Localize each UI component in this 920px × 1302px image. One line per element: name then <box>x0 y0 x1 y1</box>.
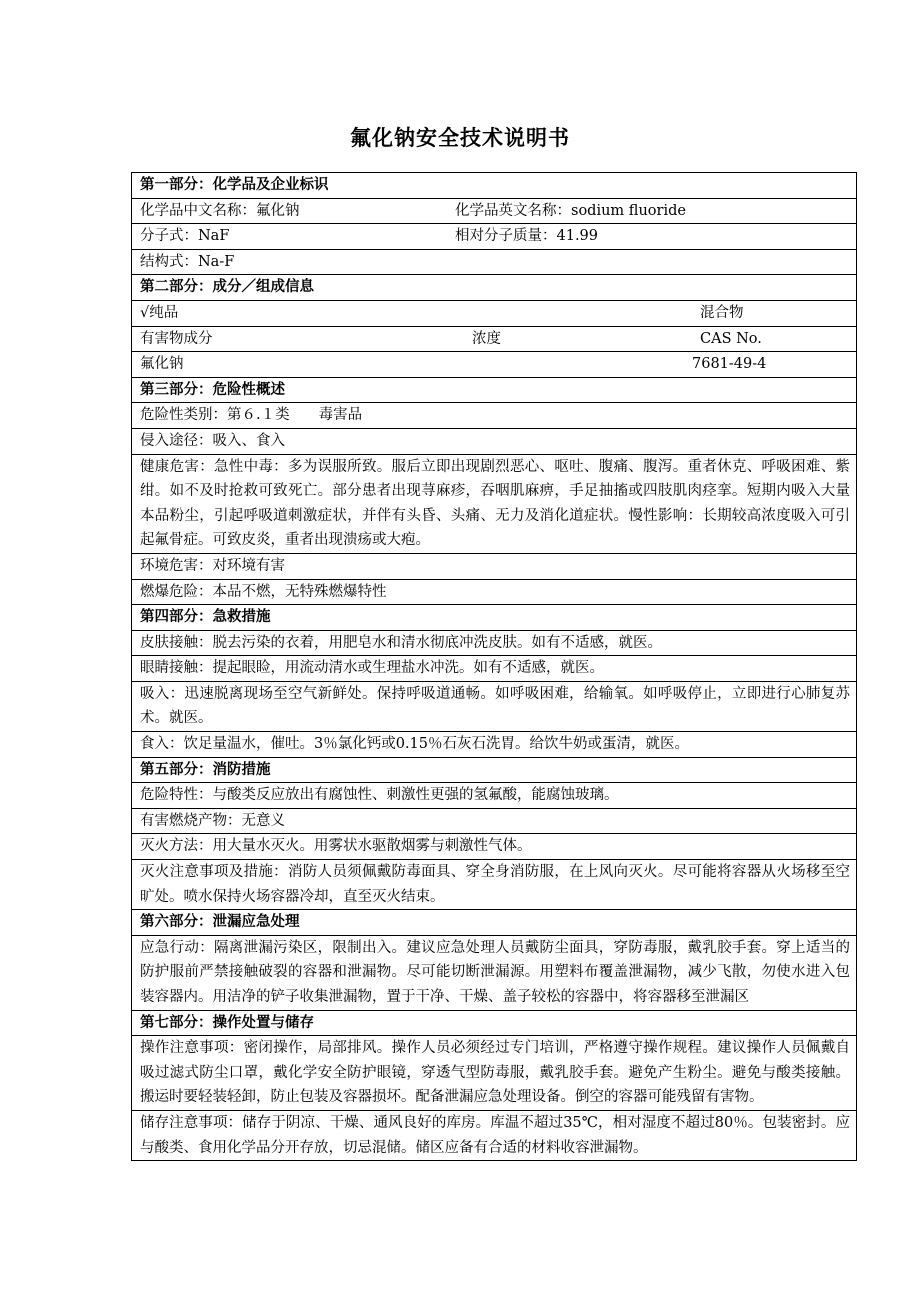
environmental-hazard: 环境危害：对环境有害 <box>132 553 856 579</box>
ingestion: 食入：饮足量温水，催吐。3％氯化钙或0.15％石灰石洗胃。给饮牛奶或蛋清，就医。 <box>132 731 856 757</box>
component-name: 氟化钠 <box>140 356 184 373</box>
chinese-name: 化学品中文名称：氟化钠 <box>140 202 300 219</box>
section-2-heading: 第二部分：成分／组成信息 <box>132 274 856 300</box>
formula-row <box>132 223 856 249</box>
section-4-heading: 第四部分：急救措施 <box>132 604 856 630</box>
handling-precautions: 操作注意事项：密闭操作，局部排风。操作人员必须经过专门培训，严格遵守操作规程。建议操作人员佩戴自吸过滤式防尘口罩，戴化学安全防护眼镜，穿透气型防毒服，戴乳胶手套。避免产生粉尘。避免与酸类接触。搬运时要轻装轻卸，防止包装及容器损坏。配备泄漏应急处理设备。倒空的容器可能残留有害物。 <box>132 1035 856 1110</box>
cas-column-header: CAS No. <box>700 330 762 347</box>
combustion-products: 有害燃烧产物：无意义 <box>132 808 856 834</box>
composition-header-row <box>132 326 856 352</box>
skin-contact: 皮肤接触：脱去污染的衣着，用肥皂水和清水彻底冲洗皮肤。如有不适感，就医。 <box>132 630 856 656</box>
composition-data-row <box>132 351 856 377</box>
mixture-label: 混合物 <box>700 304 744 321</box>
section-5-heading: 第五部分：消防措施 <box>132 757 856 783</box>
section-1-heading: 第一部分：化学品及企业标识 <box>140 177 329 193</box>
section-6-heading: 第六部分：泄漏应急处理 <box>132 909 856 935</box>
eye-contact: 眼睛接触：提起眼睑，用流动清水或生理盐水冲洗。如有不适感，就医。 <box>132 655 856 681</box>
hazard-characteristics: 危险特性：与酸类反应放出有腐蚀性、刺激性更强的氢氟酸，能腐蚀玻璃。 <box>132 782 856 808</box>
structure-formula: 结构式：Na-F <box>132 249 856 275</box>
component-column-header: 有害物成分 <box>140 330 213 347</box>
composition-type-row <box>132 300 856 326</box>
firefighting-notes: 灭火注意事项及措施：消防人员须佩戴防毒面具、穿全身消防服，在上风向灭火。尽可能将容器从火场移至空旷处。喷水保持火场容器冷却，直至灭火结束。 <box>132 859 856 909</box>
section-3-heading: 第三部分：危险性概述 <box>132 377 856 403</box>
extinguishing-method: 灭火方法：用大量水灭火。用雾状水驱散烟雾与刺激性气体。 <box>132 833 856 859</box>
concentration-column-header: 浓度 <box>472 330 501 347</box>
storage-precautions: 储存注意事项：储存于阴凉、干燥、通风良好的库房。库温不超过35℃，相对湿度不超过80％。包装密封。应与酸类、食用化学品分开存放，切忌混储。储区应备有合适的材料收容泄漏物。 <box>132 1110 856 1160</box>
english-name: 化学品英文名称：sodium fluoride <box>455 202 686 219</box>
chemical-name-row <box>132 198 856 224</box>
inhalation: 吸入：迅速脱离现场至空气新鲜处。保持呼吸道通畅。如呼吸困难，给输氧。如呼吸停止，立即进行心肺复苏术。就医。 <box>132 681 856 731</box>
molecular-weight: 相对分子质量：41.99 <box>455 228 599 245</box>
exposure-route: 侵入途径：吸入、食入 <box>132 428 856 454</box>
emergency-action: 应急行动：隔离泄漏污染区，限制出入。建议应急处理人员戴防尘面具，穿防毒服，戴乳胶手套。穿上适当的防护服前严禁接触破裂的容器和泄漏物。尽可能切断泄漏源。用塑料布覆盖泄漏物，减少飞散，勿使水进入包装容器内。用洁净的铲子收集泄漏物，置于干净、干燥、盖子较松的容器中，将容器移至泄漏区 <box>132 935 856 1010</box>
health-hazard: 健康危害：急性中毒：多为误服所致。服后立即出现剧烈恶心、呕吐、腹痛、腹泻。重者休克、呼吸困难、紫绀。如不及时抢救可致死亡。部分患者出现荨麻疹，吞咽肌麻痹，手足抽搐或四肢肌肉痉挛。短期内吸入大量本品粉尘，引起呼吸道刺激症状，并伴有头昏、头痛、无力及消化道症状。慢性影响：长期较高浓度吸入可引起氟骨症。可致皮炎，重者出现溃疡或大疱。 <box>132 454 856 553</box>
pure-substance-label: √纯品 <box>140 304 179 321</box>
fire-explosion-hazard: 燃爆危险：本品不燃，无特殊燃爆特性 <box>132 579 856 605</box>
section-7-heading: 第七部分：操作处置与储存 <box>132 1010 856 1036</box>
molecular-formula: 分子式：NaF <box>140 228 230 245</box>
hazard-class: 危险性类别：第６.１类 毒害品 <box>132 402 856 428</box>
safety-data-table <box>131 172 857 1161</box>
cas-number: 7681-49-4 <box>692 356 767 373</box>
document-title: 氟化钠安全技术说明书 <box>350 126 570 150</box>
